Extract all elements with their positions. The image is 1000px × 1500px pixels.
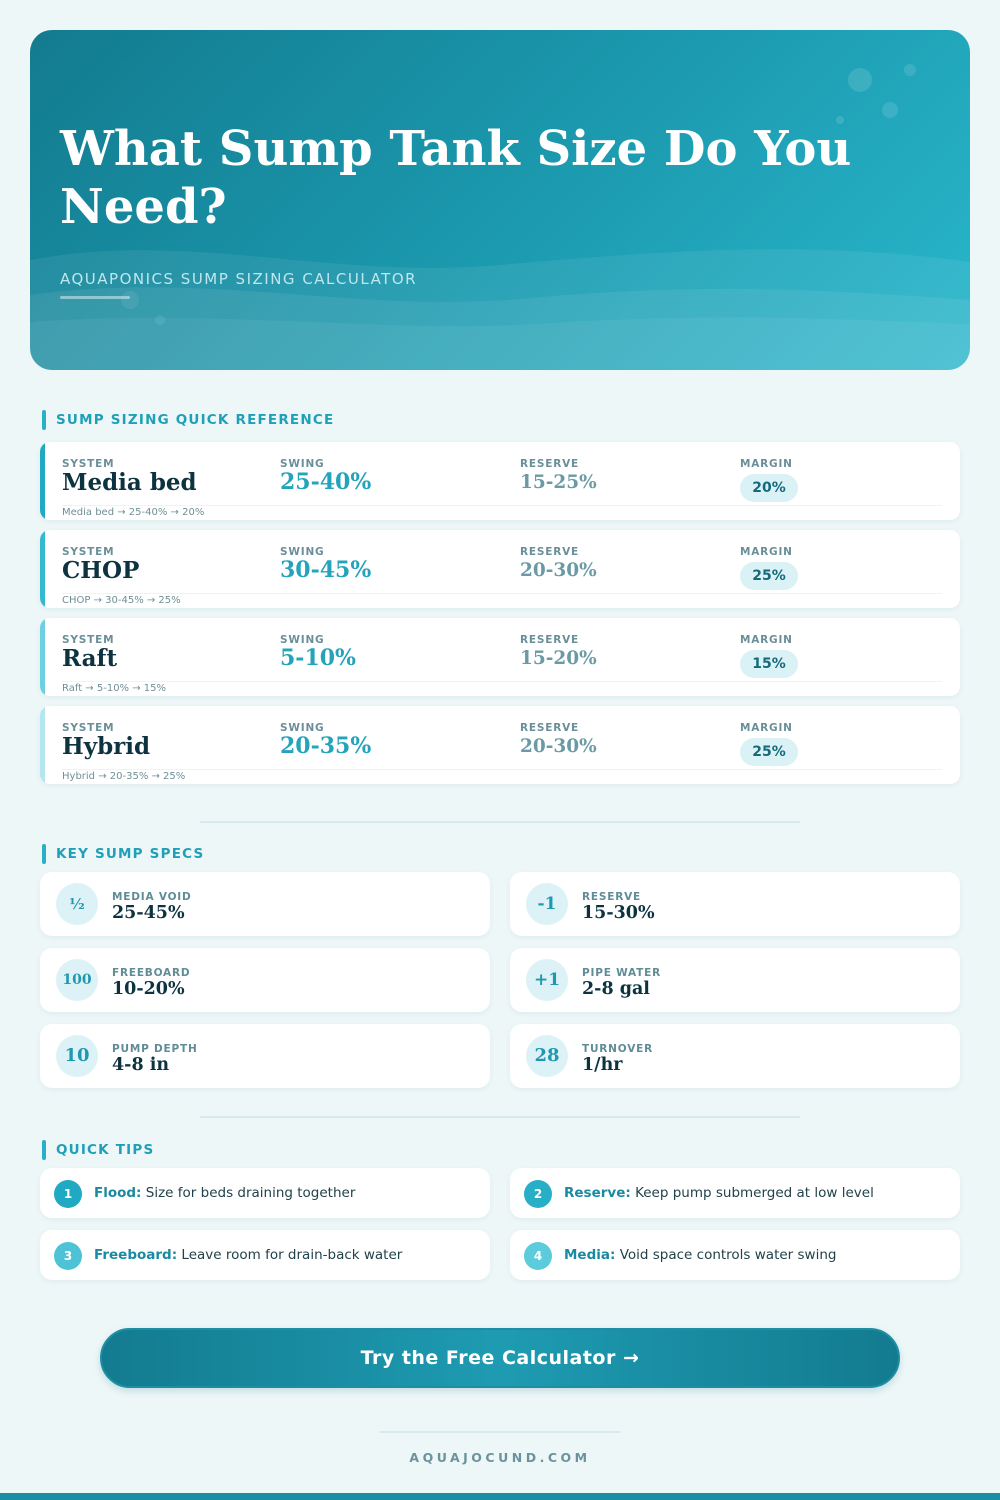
margin-label: MARGIN bbox=[740, 634, 793, 646]
margin-label: MARGIN bbox=[740, 458, 793, 470]
spec-value: 1/hr bbox=[582, 1055, 623, 1075]
tip-card-reserve bbox=[510, 1168, 960, 1218]
spec-card-pump-depth bbox=[40, 1024, 490, 1088]
spec-card-reserve bbox=[510, 872, 960, 936]
spec-label: TURNOVER bbox=[582, 1043, 653, 1055]
row-summary: Hybrid → 20-35% → 25% bbox=[62, 771, 186, 782]
spec-label: MEDIA VOID bbox=[112, 891, 192, 903]
margin-badge: 15% bbox=[740, 650, 798, 678]
spec-label: FREEBOARD bbox=[112, 967, 191, 979]
tip-text bbox=[94, 1247, 402, 1263]
row-divider bbox=[62, 769, 942, 770]
tips-heading-text: QUICK TIPS bbox=[56, 1142, 155, 1158]
margin-badge: 25% bbox=[740, 738, 798, 766]
tip-title: Reserve: bbox=[564, 1185, 631, 1201]
try-calculator-button[interactable]: Try the Free Calculator → bbox=[100, 1328, 900, 1388]
tip-number-badge: 2 bbox=[524, 1180, 552, 1208]
section-divider bbox=[200, 821, 800, 823]
heading-accent-bar bbox=[42, 1140, 46, 1160]
reserve-label: RESERVE bbox=[520, 722, 579, 734]
spec-label: PUMP DEPTH bbox=[112, 1043, 198, 1055]
row-accent bbox=[40, 618, 45, 696]
system-name: Raft bbox=[62, 645, 118, 672]
tip-text bbox=[564, 1247, 836, 1263]
reference-row-raft bbox=[40, 618, 960, 696]
spec-label: PIPE WATER bbox=[582, 967, 661, 979]
reserve-label: RESERVE bbox=[520, 458, 579, 470]
tip-body: Leave room for drain-back water bbox=[181, 1247, 403, 1263]
row-summary: Media bed → 25-40% → 20% bbox=[62, 507, 205, 518]
row-divider bbox=[62, 505, 942, 506]
page-subtitle: AQUAPONICS SUMP SIZING CALCULATOR bbox=[60, 270, 418, 288]
spec-card-freeboard bbox=[40, 948, 490, 1012]
tip-number-badge: 3 bbox=[54, 1242, 82, 1270]
spec-card-turnover bbox=[510, 1024, 960, 1088]
footer-divider bbox=[380, 1431, 620, 1433]
spec-value: 2-8 gal bbox=[582, 979, 650, 999]
tip-number-badge: 4 bbox=[524, 1242, 552, 1270]
row-summary: Raft → 5-10% → 15% bbox=[62, 683, 167, 694]
tip-card-flood bbox=[40, 1168, 490, 1218]
bottom-accent-bar bbox=[0, 1493, 1000, 1500]
spec-value: 10-20% bbox=[112, 979, 185, 999]
reserve-label: RESERVE bbox=[520, 634, 579, 646]
tip-title: Flood: bbox=[94, 1185, 142, 1201]
tip-body: Void space controls water swing bbox=[619, 1247, 837, 1263]
heading-accent-bar bbox=[42, 410, 46, 430]
row-summary: CHOP → 30-45% → 25% bbox=[62, 595, 181, 606]
margin-badge: 20% bbox=[740, 474, 798, 502]
minus-one-icon: -1 bbox=[526, 883, 568, 925]
heading-accent-bar bbox=[42, 844, 46, 864]
reference-row-media-bed bbox=[40, 442, 960, 520]
margin-label: MARGIN bbox=[740, 546, 793, 558]
tip-body: Keep pump submerged at low level bbox=[635, 1185, 874, 1201]
system-label: SYSTEM bbox=[62, 634, 115, 646]
swing-value: 25-40% bbox=[280, 469, 372, 495]
tip-text bbox=[564, 1185, 874, 1201]
margin-label: MARGIN bbox=[740, 722, 793, 734]
plus-one-icon: +1 bbox=[526, 959, 568, 1001]
system-label: SYSTEM bbox=[62, 722, 115, 734]
hero-banner bbox=[30, 30, 970, 370]
spec-value: 15-30% bbox=[582, 903, 655, 923]
tip-title: Freeboard: bbox=[94, 1247, 178, 1263]
system-name: CHOP bbox=[62, 557, 140, 584]
tip-title: Media: bbox=[564, 1247, 616, 1263]
reserve-label: RESERVE bbox=[520, 546, 579, 558]
spec-value: 25-45% bbox=[112, 903, 185, 923]
reserve-value: 15-25% bbox=[520, 472, 597, 493]
swing-value: 30-45% bbox=[280, 557, 372, 583]
row-accent bbox=[40, 530, 45, 608]
reference-heading-text: SUMP SIZING QUICK REFERENCE bbox=[56, 412, 335, 428]
tips-heading bbox=[42, 1140, 154, 1160]
reserve-value: 15-20% bbox=[520, 648, 597, 669]
reserve-value: 20-30% bbox=[520, 560, 597, 581]
swing-value: 20-35% bbox=[280, 733, 372, 759]
reference-row-chop bbox=[40, 530, 960, 608]
row-divider bbox=[62, 681, 942, 682]
subtitle-underline bbox=[60, 296, 130, 299]
ten-icon: 10 bbox=[56, 1035, 98, 1077]
specs-heading bbox=[42, 844, 204, 864]
spec-label: RESERVE bbox=[582, 891, 641, 903]
tip-card-freeboard bbox=[40, 1230, 490, 1280]
section-divider bbox=[200, 1116, 800, 1118]
tip-text bbox=[94, 1185, 355, 1201]
swing-label: SWING bbox=[280, 634, 325, 646]
system-label: SYSTEM bbox=[62, 458, 115, 470]
swing-label: SWING bbox=[280, 722, 325, 734]
margin-badge: 25% bbox=[740, 562, 798, 590]
reserve-value: 20-30% bbox=[520, 736, 597, 757]
swing-label: SWING bbox=[280, 458, 325, 470]
tip-card-media bbox=[510, 1230, 960, 1280]
tip-body: Size for beds draining together bbox=[145, 1185, 356, 1201]
spec-value: 4-8 in bbox=[112, 1055, 170, 1075]
reference-heading bbox=[42, 410, 334, 430]
reference-row-hybrid bbox=[40, 706, 960, 784]
spec-card-media-void bbox=[40, 872, 490, 936]
twenty-eight-icon: 28 bbox=[526, 1035, 568, 1077]
row-accent bbox=[40, 442, 45, 520]
spec-card-pipe-water bbox=[510, 948, 960, 1012]
footer-site-link[interactable]: AQUAJOCUND.COM bbox=[409, 1450, 591, 1465]
hundred-icon: 100 bbox=[56, 959, 98, 1001]
tip-number-badge: 1 bbox=[54, 1180, 82, 1208]
system-name: Media bed bbox=[62, 469, 197, 496]
row-divider bbox=[62, 593, 942, 594]
swing-label: SWING bbox=[280, 546, 325, 558]
specs-heading-text: KEY SUMP SPECS bbox=[56, 846, 205, 862]
page-title: What Sump Tank Size Do You Need? bbox=[60, 121, 852, 235]
system-name: Hybrid bbox=[62, 733, 151, 760]
swing-value: 5-10% bbox=[280, 645, 356, 671]
half-icon: ½ bbox=[56, 883, 98, 925]
system-label: SYSTEM bbox=[62, 546, 115, 558]
row-accent bbox=[40, 706, 45, 784]
